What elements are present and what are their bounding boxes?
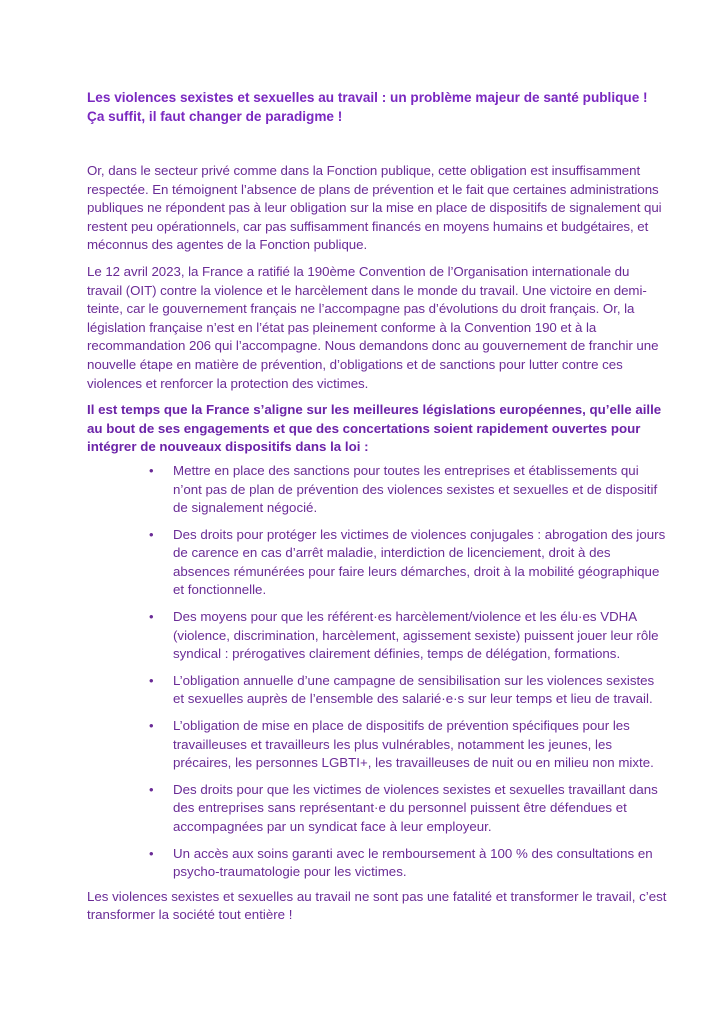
document-title [87, 88, 667, 126]
paragraph-convention-190: Le 12 avril 2023, la France a ratifié la 190ème Convention de l’Organisation internationale du travail (OIT) contre la violence et le harcèlement dans le monde du travail. Une victoire en demi-teinte, car le gouvernement français ne l’accompagne pas d’évolutions du droit français. Or, la législation française n’est en l’état pas pleinement conforme à la Convention 190 et à la recommandation 206 qui l’accompagne. Nous demandons donc au gouvernement de franchir une nouvelle étape en matière de prévention, d’obligations et de sanctions pour lutter contre ces violences et renforcer la protection des victimes. [87, 263, 659, 391]
lead-demand: Il est temps que la France s’aligne sur les meilleures législations européennes, qu’elle aille au bout de ses engagements et que des concertations soient rapidement ouvertes pour intégrer de nouveaux dispositifs dans la loi : [87, 402, 662, 455]
list-item [87, 462, 667, 518]
list-item-text: Des droits pour protéger les victimes de violences conjugales : abrogation des jours de carence en cas d’arrêt maladie, interdiction de licenciement, droit à des absences rémunérées pour faire leurs démarches, droit à la mobilité géographique et fonctionnelle. [173, 526, 666, 598]
list-item [87, 526, 667, 600]
bullet-icon: • [149, 526, 154, 542]
bullet-icon: • [149, 718, 154, 734]
title-line-1: Les violences sexistes et sexuelles au travail : un problème majeur de santé publique ! [87, 90, 648, 105]
bullet-icon: • [149, 609, 154, 625]
list-item-text: L’obligation annuelle d’une campagne de sensibilisation sur les violences sexistes et sexuelles auprès de l’ensemble des salarié·e·s sur leur temps et lieu de travail. [173, 672, 655, 707]
document-page [87, 88, 667, 925]
list-item [87, 845, 667, 882]
list-item-text: Mettre en place des sanctions pour toutes les entreprises et établissements qui n’ont pas de plan de prévention des violences sexistes et sexuelles et de dispositif de signalement négocié. [173, 462, 658, 516]
list-item-text: L’obligation de mise en place de dispositifs de prévention spécifiques pour les travailleuses et travailleurs les plus vulnérables, notamment les jeunes, les précaires, les personnes LGBTI+, les travailleuses de nuit ou en milieu non mixte. [173, 718, 654, 771]
closing-statement: Les violences sexistes et sexuelles au travail ne sont pas une fatalité et transformer le travail, c’est transformer la société tout entière ! [87, 888, 667, 923]
list-item-text: Des moyens pour que les référent·es harcèlement/violence et les élu·es VDHA (violence, discrimination, harcèlement, agissement sexiste) puissent jouer leur rôle syndical : prérogatives clairement définies, temps de délégation, formations. [173, 609, 659, 662]
bullet-icon: • [149, 845, 154, 861]
bullet-icon: • [149, 781, 154, 797]
list-item [87, 672, 667, 709]
bullet-icon: • [149, 462, 154, 478]
list-item [87, 608, 667, 664]
list-item-text: Des droits pour que les victimes de violences sexistes et sexuelles travaillant dans des entreprises sans représentant·e du personnel puissent être défendues et accompagnées par un syndicat face à leur employeur. [173, 781, 658, 834]
list-item [87, 781, 667, 837]
measures-list [87, 462, 667, 882]
list-item [87, 717, 667, 773]
paragraph-obligation: Or, dans le secteur privé comme dans la Fonction publique, cette obligation est insuffisamment respectée. En témoignent l’absence de plans de prévention et le fait que certaines administrations publiques ne répondent pas à leur obligation sur la mise en place de dispositifs de signalement qui restent peu opérationnels, car pas suffisamment financés en moyens humains et budgétaires, et méconnus des agentes de la Fonction publique. [87, 163, 662, 253]
bullet-icon: • [149, 672, 154, 688]
list-item-text: Un accès aux soins garanti avec le remboursement à 100 % des consultations en psycho-traumatologie pour les victimes. [173, 845, 653, 880]
title-line-2: Ça suffit, il faut changer de paradigme ! [87, 109, 343, 124]
